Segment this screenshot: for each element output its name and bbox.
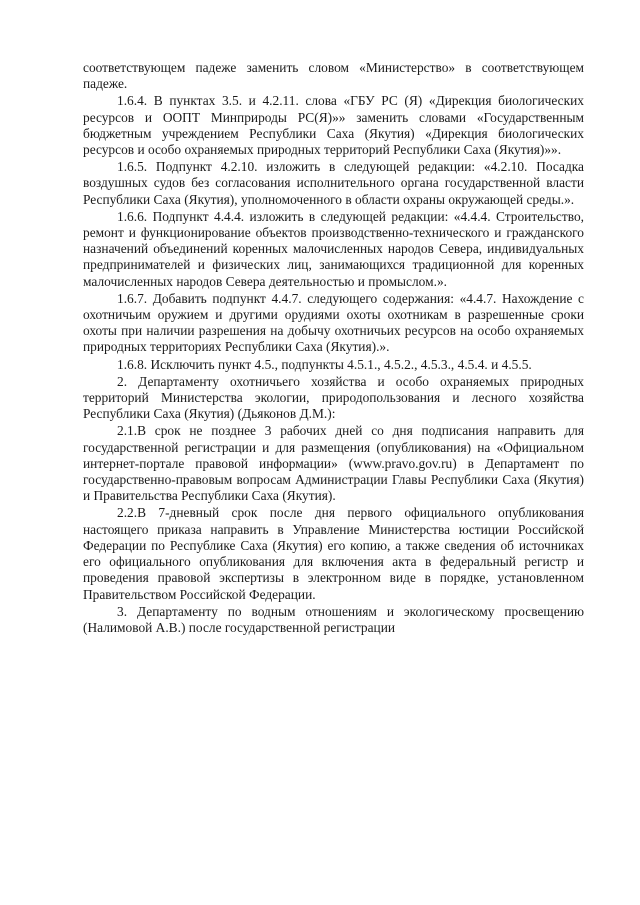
paragraph-1-6-5: 1.6.5. Подпункт 4.2.10. изложить в следующей редакции: «4.2.10. Посадка воздушных судов без согласования исполнительного органа государственной власти Республики Саха (Якутия), уполномоченного в области охраны окружающей среды.». — [83, 159, 584, 207]
paragraph-2-1: 2.1.В срок не позднее 3 рабочих дней со дня подписания направить для государственной регистрации и для размещения (опубликования) на «Официальном интернет-портале правовой информации» (www.pravo.gov.ru) в Департамент по государственно-правовым вопросам Администрации Главы Республики Саха (Якутия) и Правительства Республики Саха (Якутия). — [83, 423, 584, 504]
paragraph-continuation: соответствующем падеже заменить словом «Министерство» в соответствующем падеже. — [83, 60, 584, 92]
paragraph-1-6-7: 1.6.7. Добавить подпункт 4.4.7. следующего содержания: «4.4.7. Нахождение с охотничьим оружием и другими орудиями охоты охотникам в разрешенные сроки охоты при наличии разрешения на добычу охотничьих ресурсов на особо охраняемых природных территориях Республики Саха (Якутия).». — [83, 290, 584, 355]
paragraph-1-6-6: 1.6.6. Подпункт 4.4.4. изложить в следующей редакции: «4.4.4. Строительство, ремонт и функционирование объектов производственно-технического и гражданского назначений объединений коренных малочисленных народов Севера, индивидуальных предпринимателей и физических лиц, занимающихся традиционной для коренных малочисленных народов Севера деятельностью и промыслом.». — [83, 208, 584, 289]
paragraph-3: 3. Департаменту по водным отношениям и экологическому просвещению (Налимовой А.В.) после государственной регистрации — [83, 603, 584, 635]
paragraph-1-6-4: 1.6.4. В пунктах 3.5. и 4.2.11. слова «ГБУ РС (Я) «Дирекция биологических ресурсов и ООПТ Минприроды РС(Я)»» заменить словами «Государственным бюджетным учреждением Республики Саха (Якутия) «Дирекция биологических ресурсов и особо охраняемых природных территорий Республики Саха (Якутия)»». — [83, 93, 584, 158]
paragraph-2: 2. Департаменту охотничьего хозяйства и особо охраняемых природных территорий Министерства экологии, природопользования и лесного хозяйства Республики Саха (Якутия) (Дьяконов Д.М.): — [83, 373, 584, 422]
paragraph-1-6-8: 1.6.8. Исключить пункт 4.5., подпункты 4.5.1., 4.5.2., 4.5.3., 4.5.4. и 4.5.5. — [117, 356, 532, 372]
paragraph-2-2: 2.2.В 7-дневный срок после дня первого официального опубликования настоящего приказа направить в Управление Министерства юстиции Российской Федерации по Республике Саха (Якутия) его копию, а также сведения об источниках его официального опубликования для включения акта в федеральный регистр и проведения правовой экспертизы в электронном виде в порядке, установленном Правительством Российской Федерации. — [83, 505, 584, 602]
document-body — [83, 60, 584, 637]
